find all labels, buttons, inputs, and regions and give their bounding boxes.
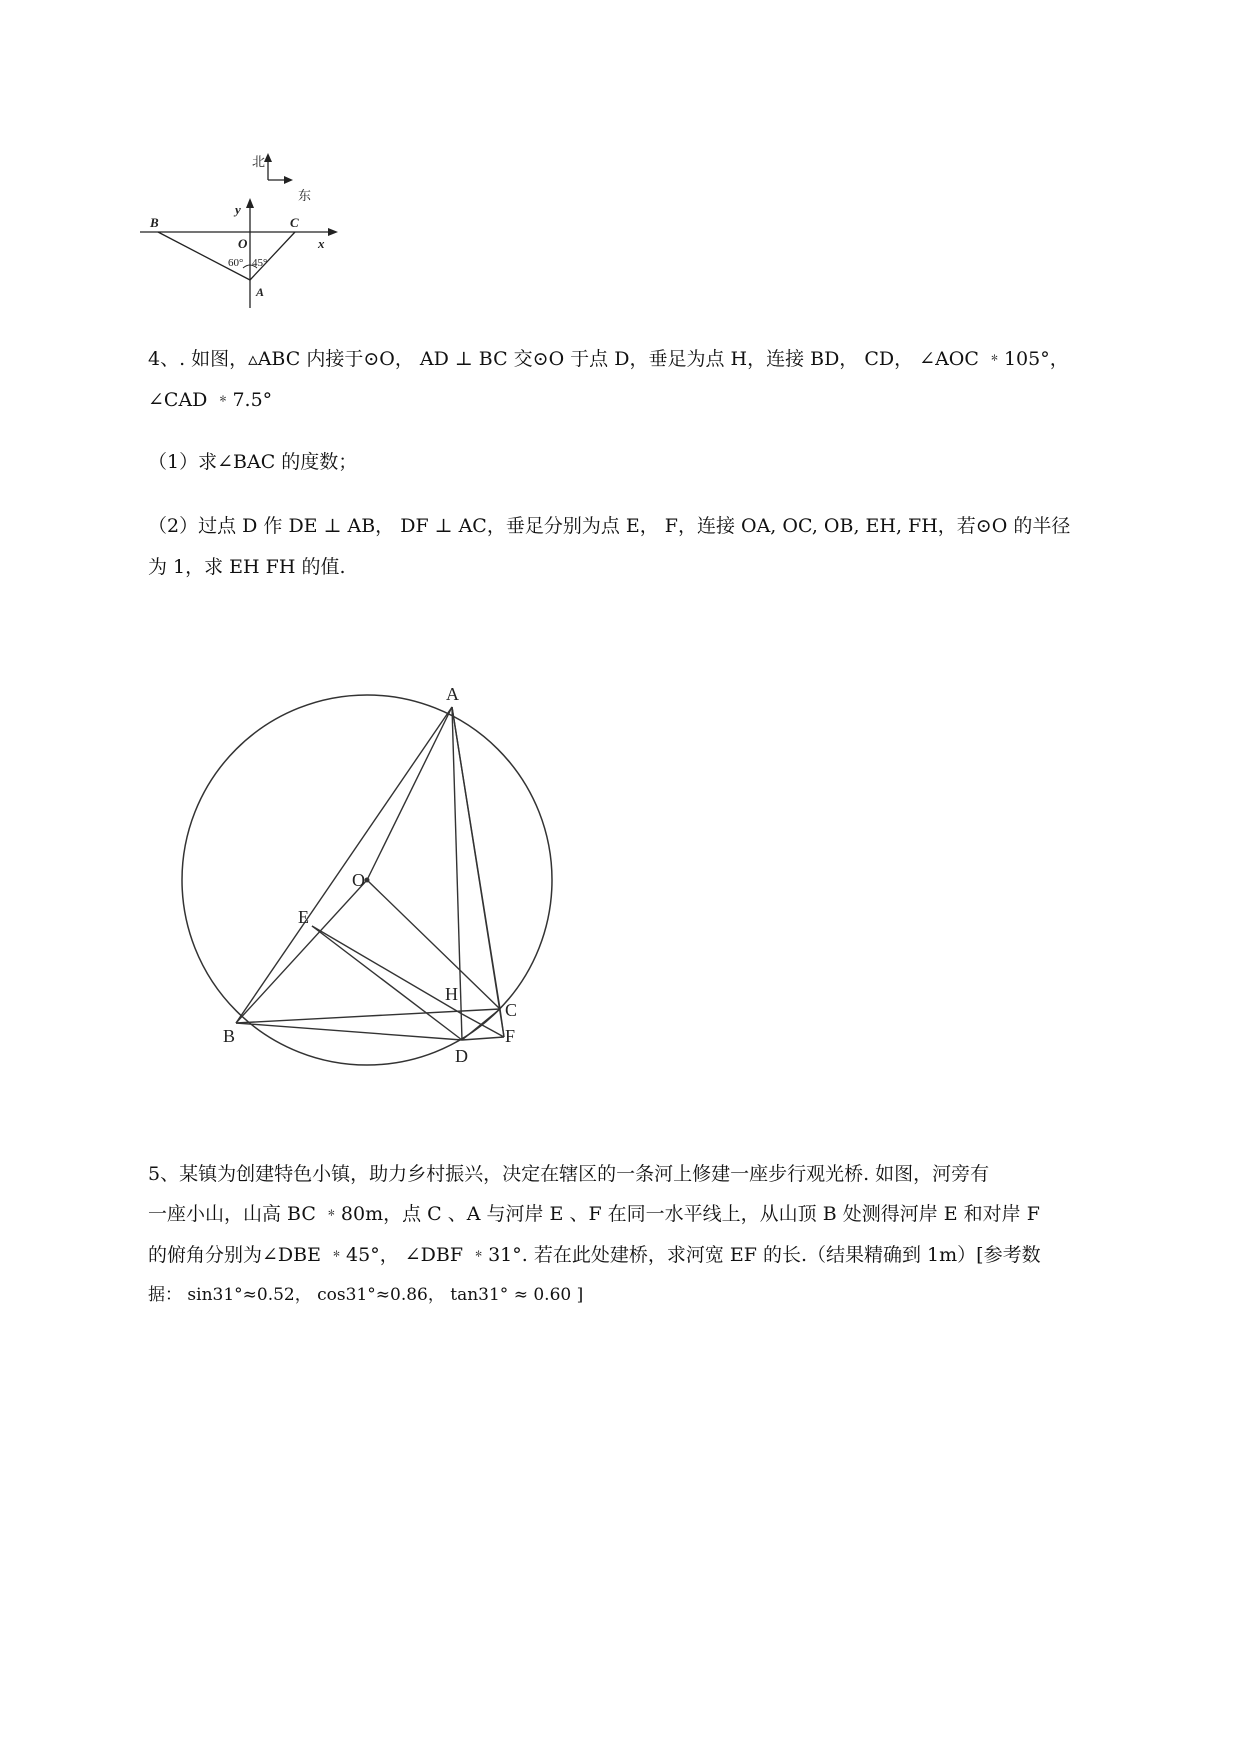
- point-a: A: [446, 684, 459, 704]
- problem5-line1: 5、某镇为创建特色小镇，助力乡村振兴，决定在辖区的一条河上修建一座步行观光桥. 如图，河旁有: [148, 1163, 990, 1185]
- point-c: C: [505, 1000, 518, 1020]
- point-c-label: C: [290, 215, 299, 230]
- point-e: E: [298, 907, 309, 927]
- problem4-question2-line2: 为 1，求 EH FH 的值.: [148, 556, 346, 578]
- problem5-line2: 一座小山，山高 BC ﹡80m，点 C 、A 与河岸 E 、F 在同一水平线上，从山顶 B 处测得河岸 E 和对岸 F: [148, 1203, 1040, 1225]
- point-o: O: [352, 870, 365, 890]
- point-d: D: [455, 1046, 468, 1066]
- east-label: 东: [298, 188, 312, 203]
- angle-45-label: 45°: [252, 257, 268, 269]
- point-h: H: [445, 984, 458, 1004]
- problem5-line4: 据： sin31°≈0.52， cos31°≈0.86， tan31° ≈ 0.60 ]: [148, 1285, 584, 1305]
- point-f: F: [505, 1026, 516, 1046]
- point-b-label: B: [150, 215, 159, 230]
- point-b: B: [223, 1026, 236, 1046]
- problem4-question2-line1: （2）过点 D 作 DE ⊥ AB， DF ⊥ AC，垂足分别为点 E， F，连接 OA, OC, OB, EH, FH，若⊙O 的半径: [148, 515, 1071, 537]
- problem4-question1: （1）求∠BAC 的度数；: [148, 451, 358, 473]
- north-label: 北: [252, 154, 266, 169]
- angle-60-label: 60°: [228, 257, 244, 269]
- y-axis-label: y: [235, 202, 241, 217]
- problem4-line1: 4、. 如图，▵ABC 内接于⊙O， AD ⊥ BC 交⊙O 于点 D，垂足为点 H，连接 BD， CD， ∠AOC ﹡105°，: [148, 348, 1069, 370]
- circle-figure: [160, 680, 580, 1100]
- point-a-label: A: [256, 285, 265, 299]
- problem4-line2: ∠CAD ﹡7.5°: [148, 389, 273, 411]
- problem5-line3: 的俯角分别为∠DBE ﹡45°， ∠DBF ﹡31°. 若在此处建桥，求河宽 EF 的长.（结果精确到 1m）[参考数: [148, 1244, 1041, 1266]
- direction-figure: [140, 150, 350, 310]
- point-o-label: O: [238, 236, 248, 251]
- x-axis-label: x: [318, 236, 325, 251]
